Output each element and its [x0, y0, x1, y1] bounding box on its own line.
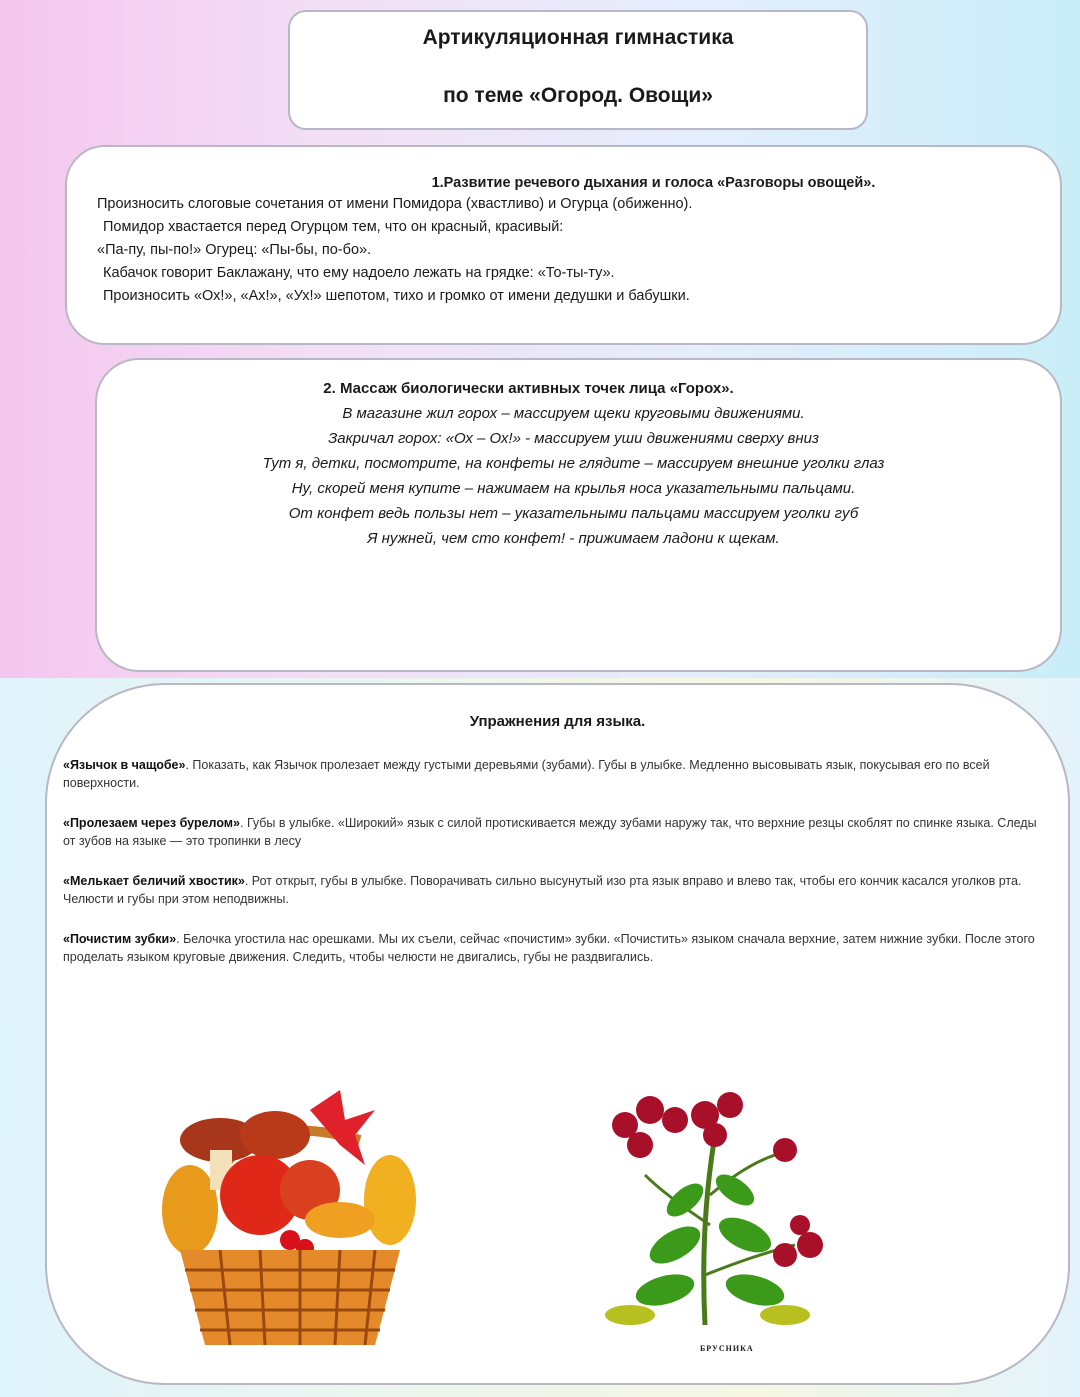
text-line: От конфет ведь пользы нет – указательными пальцами массируем уголки губ: [288, 505, 859, 522]
text-line: В магазине жил горох – массируем щеки круговыми движениями.: [342, 405, 805, 422]
exercise-item: [63, 872, 1052, 908]
section-heading: Упражнения для языка.: [469, 713, 646, 730]
title-box: [288, 10, 868, 130]
title-line-2: по теме «Огород. Овощи»: [443, 84, 713, 107]
text-line: Тут я, детки, посмотрите, на конфеты не глядите – массируем внешние уголки глаз: [262, 455, 885, 472]
text-line: Произносить слоговые сочетания от имени Помидора (хвастливо) и Огурца (обиженно).: [97, 196, 693, 212]
exercise-item: [63, 756, 1052, 792]
section-speech-breathing: [65, 145, 1062, 345]
exercise-item: [63, 814, 1052, 850]
exercise-name: «Почистим зубки»: [63, 932, 177, 946]
exercise-text: . Рот открыт, губы в улыбке. Поворачивать сильно высунутый изо рта язык вправо и влево так, чтобы его кончик касался уголков рта. Челюсти и губы при этом неподвижны.: [63, 874, 1022, 906]
exercise-name: «Пролезаем через бурелом»: [63, 816, 240, 830]
berry-caption: БРУСНИКА: [700, 1344, 754, 1353]
section-heading: 1.Развитие речевого дыхания и голоса «Разговоры овощей».: [431, 175, 876, 191]
text-line: Ну, скорей меня купите – нажимаем на крылья носа указательными пальцами.: [291, 480, 856, 497]
text-line: Кабачок говорит Баклажану, что ему надоело лежать на грядке: «То-ты-ту».: [103, 265, 615, 281]
text-line: Произносить «Ох!», «Ах!», «Ух!» шепотом, тихо и громко от имени дедушки и бабушки.: [103, 288, 690, 304]
exercise-text: . Губы в улыбке. «Широкий» язык с силой протискивается между зубами наружу так, что верхние резцы скоблят по спинке языка. Следы от зубов на языке — это тропинки в лесу: [63, 816, 1037, 848]
vegetable-basket-illustration: [160, 1080, 420, 1350]
section-face-massage: [95, 358, 1062, 672]
text-line: Закричал горох: «Ох – Ох!» - массируем уши движениями сверху вниз: [328, 430, 819, 447]
section-heading: 2. Массаж биологически активных точек лица «Горох».: [323, 380, 734, 397]
text-line: Помидор хвастается перед Огурцом тем, что он красный, красивый:: [103, 219, 564, 235]
exercise-item: [63, 930, 1052, 966]
exercise-name: «Язычок в чащобе»: [63, 758, 186, 772]
title-line-1: Артикуляционная гимнастика: [422, 26, 734, 49]
exercise-text: . Белочка угостила нас орешками. Мы их съели, сейчас «почистим» зубки. «Почистить» языком сначала верхние, затем нижние зубки. После этого проделать языком круговые движения. Следить, чтобы челюсти не двигались, губы не раздвигались.: [63, 932, 1035, 964]
lingonberry-illustration: [585, 1075, 845, 1335]
exercise-text: . Показать, как Язычок пролезает между густыми деревьями (зубами). Губы в улыбке. Медленно высовывать язык, покусывая его по всей поверхности.: [63, 758, 990, 790]
exercise-name: «Мелькает беличий хвостик»: [63, 874, 245, 888]
text-line: Я нужней, чем сто конфет! - прижимаем ладони к щекам.: [367, 530, 780, 547]
text-line: «Па-пу, пы-по!» Огурец: «Пы-бы, по-бо».: [97, 242, 372, 258]
